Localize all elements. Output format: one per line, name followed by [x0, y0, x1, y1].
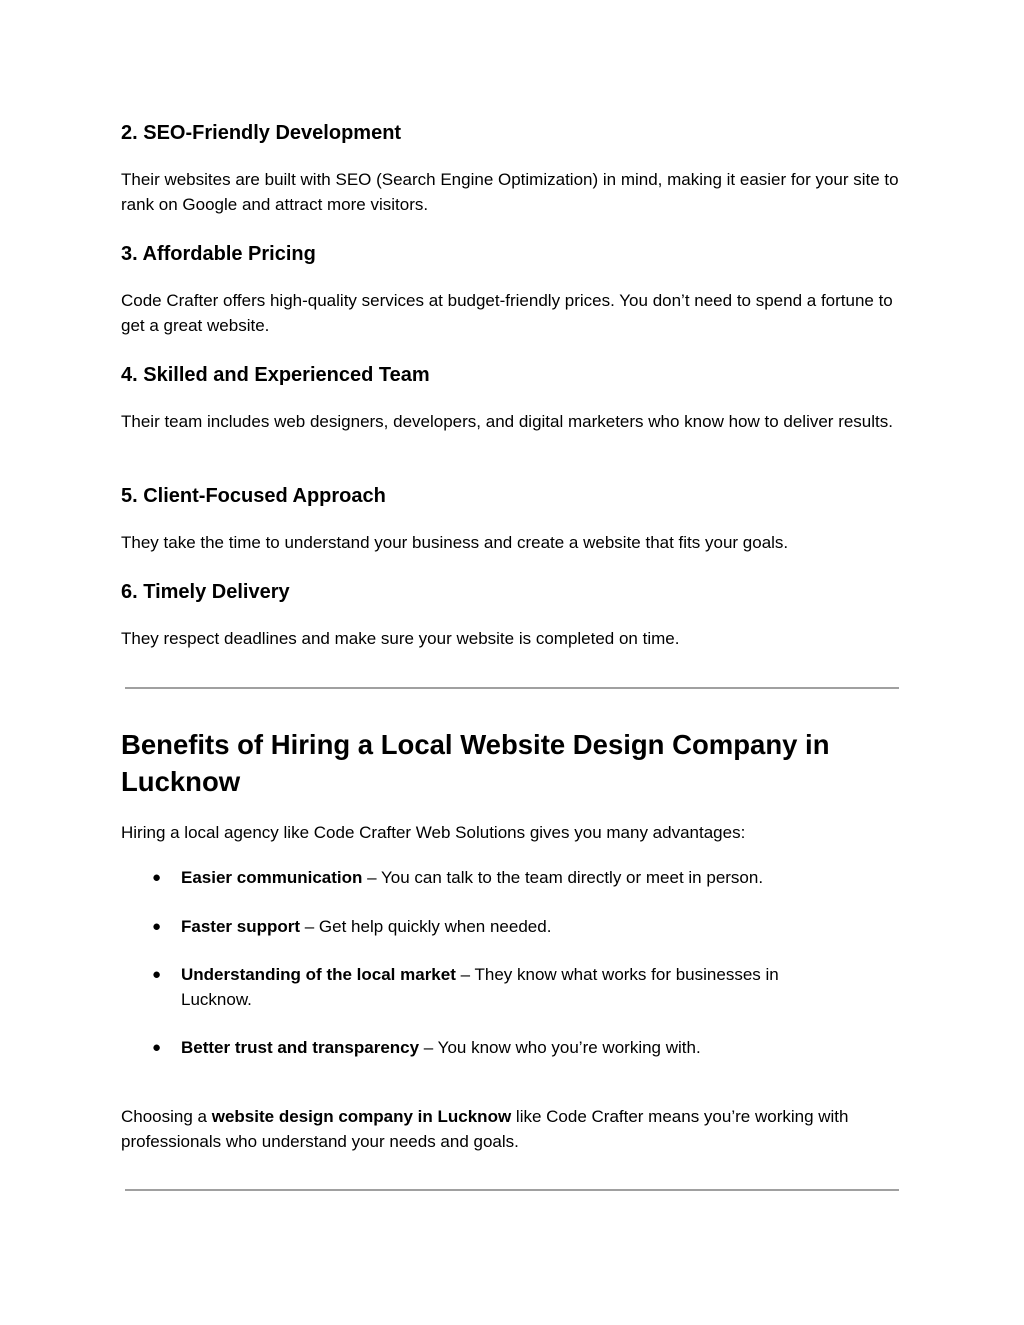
section-text-pricing: Code Crafter offers high-quality services at budget-friendly prices. You don’t need to spend a fortune to get a great website.: [121, 291, 893, 335]
list-item-rest: – You can talk to the team directly or meet in person.: [362, 868, 764, 887]
list-item-text: [181, 915, 881, 940]
list-item-rest: – Get help quickly when needed.: [300, 917, 552, 936]
section-text-delivery: They respect deadlines and make sure your website is completed on time.: [121, 629, 680, 648]
bullet-icon: ●: [152, 918, 162, 935]
list-item-bold: Faster support: [181, 917, 301, 936]
section-heading-team: 4. Skilled and Experienced Team: [121, 364, 430, 386]
list-item-text: [181, 866, 881, 891]
list-item-rest: – You know who you’re working with.: [419, 1038, 701, 1057]
closing-bold: website design company in Lucknow: [211, 1107, 512, 1126]
closing-prefix: Choosing a: [121, 1107, 212, 1126]
benefits-intro: Hiring a local agency like Code Crafter Web Solutions gives you many advantages:: [121, 823, 746, 842]
section-text-client: They take the time to understand your business and create a website that fits your goals.: [121, 533, 789, 552]
benefits-title: Benefits of Hiring a Local Website Design Company in Lucknow: [121, 729, 830, 797]
list-item-text: [181, 963, 841, 1012]
section-heading-delivery: 6. Timely Delivery: [121, 581, 290, 603]
section-text-seo: Their websites are built with SEO (Search Engine Optimization) in mind, making it easier for your site to rank on Google and attract more visitors.: [121, 170, 899, 214]
closing-suffix: like Code Crafter means you’re working with professionals who understand your needs and goals.: [121, 1107, 849, 1151]
list-item-text: [181, 1036, 881, 1061]
section-text-team: Their team includes web designers, developers, and digital marketers who know how to deliver results.: [121, 412, 893, 431]
divider: [125, 1189, 899, 1191]
list-item-bold: Understanding of the local market: [181, 965, 456, 984]
bullet-icon: ●: [152, 966, 162, 983]
bullet-icon: ●: [152, 1039, 162, 1056]
closing-paragraph: [121, 1105, 891, 1154]
divider: [125, 687, 899, 689]
list-item-bold: Better trust and transparency: [181, 1038, 420, 1057]
section-heading-pricing: 3. Affordable Pricing: [121, 243, 316, 265]
section-heading-seo: 2. SEO-Friendly Development: [121, 122, 402, 144]
bullet-icon: ●: [152, 869, 162, 886]
list-item-rest: – They know what works for businesses in Lucknow.: [181, 965, 779, 1009]
list-item-bold: Easier communication: [181, 868, 363, 887]
section-heading-client: 5. Client-Focused Approach: [121, 485, 386, 507]
